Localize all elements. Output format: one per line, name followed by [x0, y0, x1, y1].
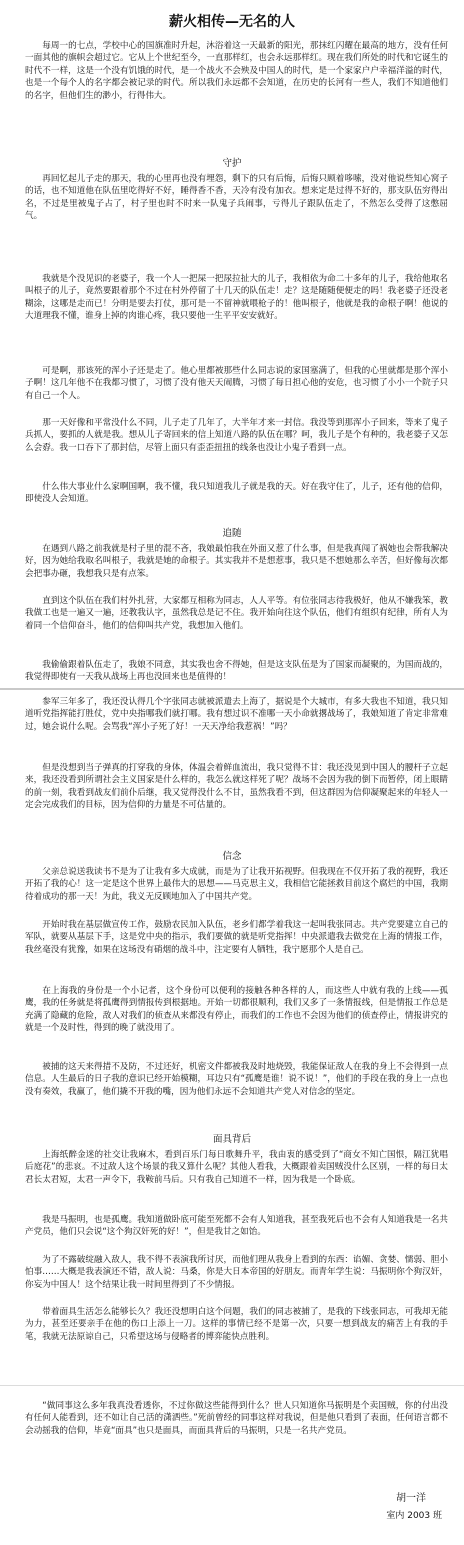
paragraph: 为了不露破绽融入敌人，我不得不表演我所讨厌，而他们理从我身上看到的东西：谄媚、贪婪、懦弱、胆小怕事……大概是我表演还不错，敌人说：马桑，你是大日本帝国的好朋友。而青年学生说：马振明你个狗汉奸，你妄为中国人！这个结果让我一时间里得到了不少情报。	[25, 1255, 448, 1290]
paragraph: 我是马振明，也是孤鹰。我知道做卧底可能至死都不会有人知道我，甚至我死后也不会有人知道我是一名共产党员，他们只会说“这个狗汉奸死的好！”，但是我甘之如饴。	[25, 1215, 448, 1238]
section-divider	[0, 1385, 464, 1386]
paragraph: 直到这个队伍在我们村外扎营，大家都互相称为同志，人人平等。有位张同志待我极好，他从不嫌我笨，教我做工也是一遍又一遍，还教我认字，虽然我总是记不住。我开始向往这个队伍，他们有组织有纪律，所有人为着同一个信仰奋斗，他们的信仰叫共产党，我想加入他们。	[25, 596, 448, 631]
paragraph: “做同事这么多年我真没看透你，不过你做这些能得到什么？世人只知道你马振明是个卖国贼，你的付出没有任何人能看到，还不如让自己活的潇洒些。”死前曾经的同事这样对我说，但是他只看到了表面，任何语言都不会动摇我的信仰，毕竟“面具”也只是面具，而面具背后的马振明，只是一名共产党员。	[25, 1401, 448, 1436]
section-heading-mianju: 面具背后	[212, 1134, 251, 1145]
paragraph: 再回忆起儿子走的那天，我的心里再也没有埋怨，剩下的只有后悔，后悔只顾着哆嗦，没对他说些知心窝子的话，也不知道他在队伍里吃得好不好，睡得香不香，天冷有没有加衣。想来定是过得不好的，那支队伍穷得出名，不过是里被鬼子占了，村子里也时不时来一队鬼子兵闹事，亏得儿子跟队伍走了，不然怎么受得了这憋屈气。	[25, 174, 448, 222]
paragraph: 上海纸醉金迷的社交让我麻木，看到百乐门每日歌舞升平，我由衷的感受到了“商女不知亡国恨，隔江犹唱后庭花”的悲哀。不过敌人这个场景的我又算什么呢？其他人看我，大概跟着卖国贼没什么区别，一样的每日太君长太君短，太君一声令下，我鞍前马后。只有我自己知道不一样，因为我是一个卧底。	[25, 1150, 448, 1185]
author-class: 室内 2003 班	[386, 1511, 442, 1521]
paragraph: 被捕的这天来得措不及防，不过还好，机密文件都被我及时地烧毁，我能保证敌人在我的身上不会得到一点信息。人生最后的日子我的意识已经开始模糊，耳边只有“孤鹰是谁！说不说！”，他们的手段在我的身上一点也没有奏效，我赢了，他们撬不开我的嘴，因为他们永远不会知道共产党人对信念的坚定。	[25, 1062, 448, 1097]
paragraph: 开始时我在基层做宣传工作，鼓励农民加入队伍，老乡们都学着我这一起叫我张同志。共产党要建立自己的军队，就要从基层下手，这是党中央的指示，我们要做的就是听党指挥！中央派遣我去做党在上海的情报工作，我丝毫没有犹豫，如果在这场没有硝烟的战斗中，注定要有人牺牲，我宁愿那个人是自己。	[25, 920, 448, 955]
intro-paragraph: 每周一的七点，学校中心的国旗准时升起，沐浴着这一天最新的阳光，那抹红闪耀在最高的地方，没有任何一面其他的旗帜会超过它。它从上个世纪至今，一直那样红，也会永远那样红。现在我们所处的时代和它诞生的时代不一样，这是一个没有饥饿的时代，是一个战火不会殃及中国人的时代，是一个家家户户幸福洋溢的时代，也是一个每个人的名字都会被记录的时代。所以我们永远都不会知道，在历史的长河有一些人，我们不知道他们的名字，但他们生的渺小，行得伟大。	[25, 41, 448, 101]
paragraph: 在遇到八路之前我就是村子里的混不吝，我娘最怕我在外面又惹了什么事，但是我真闯了祸她也会帮我解决好，因为她给我取名叫根子，我就是她的命根子。其实我并不是想惹事，我只是不想她那么辛苦，但好像每次都会把事办砸，我想我只是有点笨。	[25, 544, 448, 579]
author-name: 胡一洋	[396, 1493, 426, 1504]
paragraph: 父亲总说送我读书不是为了让我有多大成就，而是为了让我开拓视野。但我现在不仅开拓了我的视野，我还开拓了我的心！这一定是这个世界上最伟大的思想——马克思主义，我相信它能拯救目前这个腐烂的中国，我期待着成功的那一天！为此，我义无反顾地加入了中国共产党。	[25, 867, 448, 902]
paragraph: 但是没想到当子弹真的打穿我的身体，体温会着鲜血流出，我只觉得不甘：我还没见到中国人的腰杆子立起来，我还没看到所谓社会主义国家是什么样的，我怎么就这样死了呢？战场不会因为我的倒下而暂停，闭上眼睛的前一刻，我看到战友们前仆后继，我又觉得没什么不甘，虽然我看不到，但这群因为信仰凝聚起来的年轻人一定会完成我们的目标，因为信仰的力量是不可估量的。	[25, 763, 448, 811]
section-divider	[0, 688, 464, 690]
section-heading-xinnian: 信念	[222, 851, 242, 862]
section-heading-zhuisui: 追随	[222, 528, 242, 539]
paragraph: 参军三年多了，我还没认得几个字张同志就被派遣去上海了，据说是个大城市，有多大我也不知道，我只知道听党指挥能打胜仗，党中央指哪我们就打哪。我有想过识不准哪一天小命就撂战场了，我娘知道了肯定非常难过，她会说什么呢。会骂我“浑小子死了好！一天天净给我惹祸！”吗？	[25, 697, 448, 732]
document-title: 薪火相传—无名的人	[169, 14, 295, 30]
paragraph: 在上海我的身份是一个小记者，这个身份可以便利的接触各种各样的人，而这些人中就有我的上线——孤鹰，我的任务就是将孤鹰得到情报传到根据地。开始一切都很顺利，我们又多了一条情报线，但是情报工作总是充满了隐藏的危险，敌人对我们的侦查从来都没有停止，而我们的工作也不会因为他们的侦查停止，情报讲究的就是一个及时性，得到的晚了就没用了。	[25, 986, 448, 1034]
paragraph: 可是啊，那该死的浑小子还是走了。他心里都被那些什么同志说的家国塞满了，但我的心里就都是那个浑小子啊！这几年他不在我都习惯了，习惯了没有他天天闹腾，习惯了每日担心他的安危，也习惯了小小一个院子只有自己一个人。	[25, 366, 448, 401]
section-heading-shouhu: 守护	[222, 158, 242, 169]
paragraph: 我就是个没见识的老婆子，我一个人一把屎一把尿拉扯大的儿子，我相依为命二十多年的儿子，我给他取名叫根子的儿子，竟然要跟着那个不过在村外停留了十几天的队伍走！走？这是随随便便走的吗！我老婆子还没老糊涂，这哪是走而已！分明是要去打仗，那可是一不留神就喂枪子的！他叫根子，他就是我的命根子啊！他说的大道理我不懂，谁身上掉的肉谁心疼，我只要他一生平平安安就好。	[25, 274, 448, 322]
paragraph: 我偷偷跟着队伍走了，我娘不同意，其实我也舍不得她，但是这支队伍是为了国家而凝聚的，为国而战的，我觉得即使有一天我从战场上再也没回来也是值得的！	[25, 660, 448, 683]
paragraph: 带着面具生活怎么能够长久？我还没想明白这个问题，我们的同志被捕了，是我的下线张同志，可我却无能为力，甚至还要亲手在他的伤口上添上一刀。这样的事情已经不是第一次，只要一想到战友的痛苦上有我的手笔，我就无法原谅自己，只希望这场与侵略者的博弈能快点胜利。	[25, 1307, 448, 1342]
paragraph: 那一天好像和平常没什么不同，儿子走了几年了，大半年才来一封信。我没等到那浑小子回来，等来了鬼子兵抓人，要抓的人就是我。想从儿子寄回来的信上知道八路的队伍在哪？呵，我儿子是个有种的，我老婆子又怎么会孬。我一口吞下了那封信，尽管上面只有歪歪扭扭的线条也没让小鬼子看到一点。	[25, 418, 448, 453]
paragraph: 什么伟大事业什么家啊国啊，我不懂，我只知道我儿子就是我的天。好在我守住了，儿子，还有他的信仰，即使没人会知道。	[25, 482, 448, 505]
